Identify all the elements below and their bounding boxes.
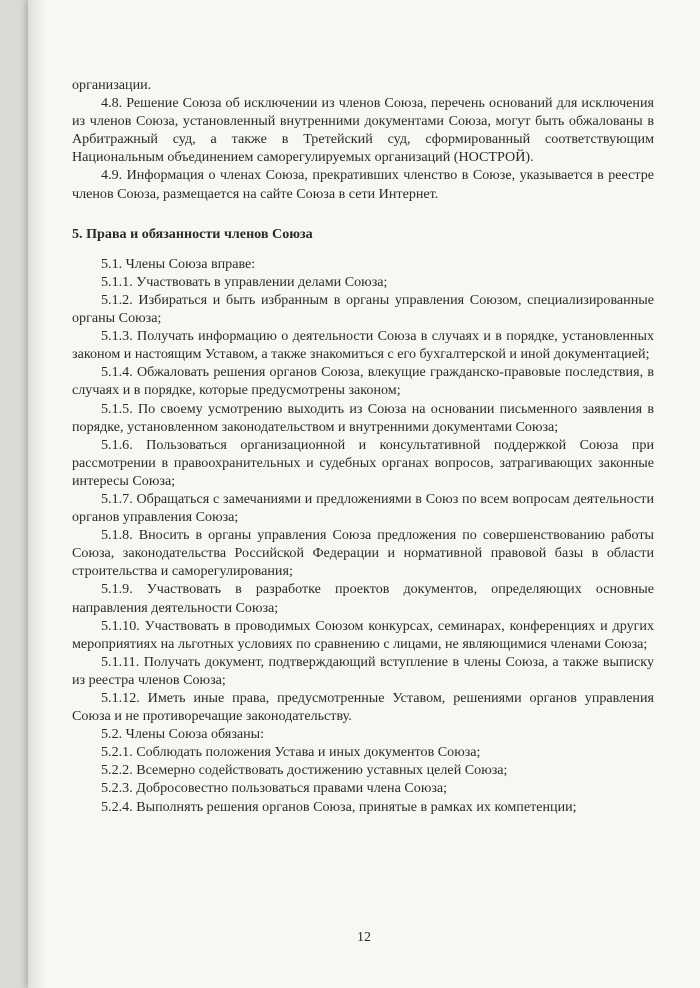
paragraph-5-2-1: 5.2.1. Соблюдать положения Устава и иных документов Союза; <box>101 744 481 761</box>
paragraph-5-2-4: 5.2.4. Выполнять решения органов Союза, принятые в рамках их компетенции; <box>101 798 577 815</box>
paragraph-5-1-6: 5.1.6. Пользоваться организационной и консультативной поддержкой Союза при рассмотрении в правоохранительных и судебных органах вопросов, затрагивающих законные интересы Союза; <box>72 436 654 489</box>
section-heading: 5. Права и обязанности членов Союза <box>72 225 313 242</box>
paragraph-5-1: 5.1. Члены Союза вправе: <box>101 255 256 272</box>
paragraph-5-2: 5.2. Члены Союза обязаны: <box>101 726 265 743</box>
paragraph-5-1-11: 5.1.11. Получать документ, подтверждающий вступление в члены Союза, а также выписку из реестра членов Союза; <box>72 653 654 688</box>
document-body <box>72 76 654 816</box>
paragraph-5-1-3: 5.1.3. Получать информацию о деятельности Союза в случаях и в порядке, установленных законом и настоящим Уставом, а также знакомиться с его бухгалтерской и иной документацией; <box>72 328 654 363</box>
paragraph-4-9: 4.9. Информация о членах Союза, прекративших членство в Союзе, указывается в реестре членов Союза, размещается на сайте Союза в сети Интернет. <box>72 167 654 202</box>
paragraph-5-1-7: 5.1.7. Обращаться с замечаниями и предложениями в Союз по всем вопросам деятельности органов управления Союза; <box>72 490 654 526</box>
page-number: 12 <box>357 930 371 945</box>
paragraph-continuation: организации. <box>72 77 152 93</box>
paragraph-5-1-4: 5.1.4. Обжаловать решения органов Союза, влекущие гражданско-правовые последствия, в случаях и в порядке, которые предусмотрены законом; <box>72 364 654 399</box>
paragraph-5-2-2: 5.2.2. Всемерно содействовать достижению уставных целей Союза; <box>101 762 508 779</box>
paragraph-4-8: 4.8. Решение Союза об исключении из членов Союза, перечень оснований для исключения из членов Союза, установленный внутренними документами Союза, могут быть обжалованы в Арбитражный суд, а также в Третейский суд, сформированный соответствующим Национальным объединением саморегулируемых организаций (НОСТРОЙ). <box>72 95 654 166</box>
paragraph-5-1-5: 5.1.5. По своему усмотрению выходить из Союза на основании письменного заявления в порядке, установленном законодательством и внутренними документами Союза; <box>72 400 654 435</box>
paragraph-5-1-9: 5.1.9. Участвовать в разработке проектов документов, определяющих основные направления деятельности Союза; <box>72 581 654 616</box>
paragraph-5-1-12: 5.1.12. Иметь иные права, предусмотренные Уставом, решениями органов управления Союза и не противоречащие законодательству. <box>72 690 654 725</box>
paragraph-5-1-8: 5.1.8. Вносить в органы управления Союза предложения по совершенствованию работы Союза, законодательства Российской Федерации и нормативной правовой базы в области строительства и саморегулирования; <box>72 527 654 580</box>
document-page <box>28 0 700 988</box>
paragraph-5-2-3: 5.2.3. Добросовестно пользоваться правами члена Союза; <box>101 780 448 797</box>
paragraph-5-1-10: 5.1.10. Участвовать в проводимых Союзом конкурсах, семинарах, конференциях и других мероприятиях на льготных условиях по сравнению с лицами, не являющимися членами Союза; <box>72 617 654 652</box>
paragraph-5-1-1: 5.1.1. Участвовать в управлении делами Союза; <box>101 273 388 290</box>
paragraph-5-1-2: 5.1.2. Избираться и быть избранным в органы управления Союзом, специализированные органы Союза; <box>72 291 654 327</box>
